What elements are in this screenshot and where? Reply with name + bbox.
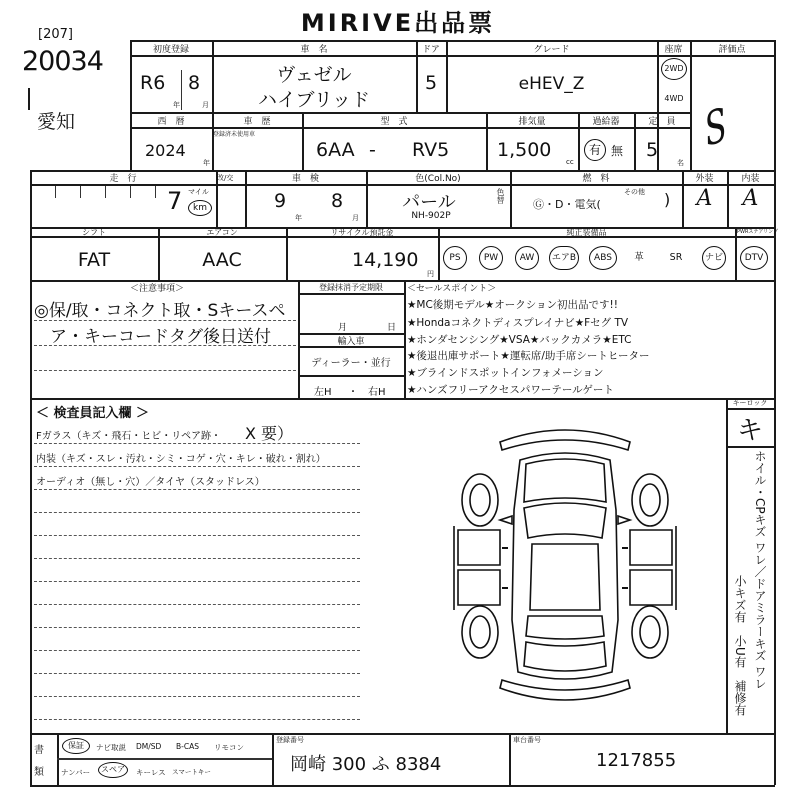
equip-pw-label: PW <box>483 253 499 263</box>
first-reg-month-unit: 月 <box>202 101 209 109</box>
fuel-other: その他 <box>624 188 645 196</box>
inspector-header: ＜ 検査員記入欄 ＞ <box>36 406 150 421</box>
plate-label: 登録番号 <box>276 736 304 744</box>
sales-point: ★後退出庫サポート★運転席/助手席シートヒーター <box>407 350 650 362</box>
grade-value: eHEV_Z <box>518 74 585 94</box>
inspection-month-unit: 月 <box>352 214 359 222</box>
header-recycle: リサイクル預託金 <box>330 228 394 237</box>
inspector-interior-line: 内装（キズ・スレ・汚れ・シミ・コゲ・穴・キレ・破れ・割れ） <box>36 454 326 465</box>
handle-left: 左H <box>314 387 332 398</box>
header-inspection: 車 検 <box>291 174 319 184</box>
capacity-unit: 名 <box>677 159 684 167</box>
inspection-year: 9 <box>274 190 287 212</box>
equip-abs-label: ABS <box>594 253 612 263</box>
header-shift-pos: 座席 <box>664 45 683 55</box>
header-capacity: 定 員 <box>648 117 676 127</box>
color-code: NH-902P <box>411 211 451 221</box>
fuel-options: Ⓖ・D・電気( <box>533 198 601 211</box>
equip-navi-label: ナビ <box>704 253 723 263</box>
equip-airbag-label: エアB <box>551 253 577 263</box>
equip-sr: SR <box>669 252 683 263</box>
mile-unit: マイル <box>188 188 209 196</box>
key-lock-header: キーロック <box>732 399 768 407</box>
doc-item-spare-label: スペア <box>101 765 125 774</box>
equip-aw <box>515 246 539 270</box>
header-mileage: 走 行 <box>109 174 137 184</box>
docs-label-2: 類 <box>34 767 44 778</box>
chassis-value: 1217855 <box>596 750 677 771</box>
header-displacement: 排気量 <box>518 117 546 127</box>
doc-item-smartkey: スマートキー <box>172 768 211 776</box>
km-unit: km <box>193 203 207 213</box>
side-note-2: 小キズ有 小U有 補修有 <box>733 575 747 716</box>
docs-label-1: 書 <box>34 745 44 756</box>
page-title: MIRIVE出品票 <box>300 9 496 37</box>
cc-unit: cc <box>566 158 574 166</box>
header-shift: シフト <box>82 228 106 237</box>
aircon-value: AAC <box>202 249 242 271</box>
year-value: 2024 <box>145 141 186 160</box>
header-grade: グレード <box>533 45 570 55</box>
caution-line1: ◎保/取・コネクト取・Sキースペ <box>34 301 286 321</box>
doc-item-bcas: B-CAS <box>176 742 199 751</box>
reg-month: 月 <box>338 323 348 333</box>
sales-point: ★ブラインドスポットインフォメーション <box>407 367 604 379</box>
doc-item-number: ナンバー <box>61 768 91 777</box>
model-prefix: 6AA <box>316 139 355 161</box>
inspection-year-unit: 年 <box>295 214 302 222</box>
equip-pw <box>479 246 503 270</box>
model-name-line2: ハイブリッド <box>258 89 370 111</box>
import-label: 輸入車 <box>337 337 365 347</box>
color-change-label: 色替 <box>496 188 505 204</box>
inspector-glass-mark: X 要） <box>245 424 294 443</box>
chassis-label: 車台番号 <box>513 736 541 744</box>
inspector-glass-line: Fガラス（キズ・飛石・ヒビ・リペア跡・ <box>36 431 222 442</box>
header-doors: ドア <box>422 45 440 55</box>
header-color: 色(Col.No) <box>415 174 461 184</box>
car-diagram <box>440 420 690 710</box>
reg-day: 日 <box>387 323 397 333</box>
header-score: 評価点 <box>718 45 746 55</box>
inspection-month: 8 <box>331 190 344 212</box>
shift-value: FAT <box>77 249 111 271</box>
header-fuel: 燃 料 <box>582 174 610 184</box>
doc-item-dm-sd: DM/SD <box>136 742 162 751</box>
header-year: 西 暦 <box>157 117 185 127</box>
yen-unit: 円 <box>427 270 434 278</box>
doc-item-remote: リモコン <box>214 743 244 752</box>
drive-4wd: 4WD <box>664 94 684 103</box>
header-exterior: 外装 <box>695 174 714 184</box>
sales-point: ★Hondaコネクトディスプレイナビ★Fセグ TV <box>407 317 629 329</box>
header-pwr: PWRステアリング <box>737 229 779 235</box>
equip-leather: 革 <box>634 252 644 263</box>
score-value: S <box>701 97 731 157</box>
equip-dtv <box>740 246 768 270</box>
turbo-yes-label: 有 <box>588 143 601 157</box>
equip-abs <box>589 246 617 270</box>
plate-value: 岡崎 300 ふ 8384 <box>290 754 442 775</box>
interior-value: A <box>742 186 759 211</box>
header-model-name: 車 名 <box>300 45 328 55</box>
equip-navi <box>702 246 726 270</box>
header-first-reg: 初度登録 <box>152 45 189 55</box>
first-reg-era: R6 <box>140 72 166 94</box>
equip-aw-label: AW <box>519 253 535 263</box>
model-code-value: RV5 <box>412 139 450 161</box>
lot-bracket: [207] <box>38 27 73 42</box>
key-lock-mark: キ <box>736 416 763 446</box>
doc-item-spare <box>98 762 128 778</box>
mileage-value: 7 <box>167 187 183 215</box>
first-reg-month: 8 <box>188 72 201 94</box>
caution-header: ＜注意事項＞ <box>130 284 185 294</box>
equip-dtv-label: DTV <box>744 253 764 263</box>
history-sub: 登録済未使用車 <box>213 131 256 138</box>
color-value: パール <box>402 192 456 213</box>
drive-2wd: 2WD <box>664 64 684 73</box>
inspector-audio-line: オーディオ（無し・穴）／タイヤ（スタッドレス） <box>36 477 265 488</box>
first-reg-year-unit: 年 <box>173 101 180 109</box>
doc-item-navi-manual: ナビ取説 <box>96 743 126 752</box>
doc-item-keyless: キーレス <box>136 768 166 777</box>
lot-region: 愛知 <box>37 111 76 133</box>
header-interior: 内装 <box>741 174 760 184</box>
displacement-value: 1,500 <box>497 139 552 161</box>
header-meter-change: 改/交 <box>217 174 234 182</box>
doc-item-warranty <box>62 738 90 754</box>
handle-right: 右H <box>368 387 386 398</box>
model-name-line1: ヴェゼル <box>276 64 352 86</box>
sales-header: ＜セールスポイント＞ <box>407 284 497 294</box>
turbo-no: 無 <box>611 144 624 158</box>
exterior-value: A <box>696 186 713 211</box>
header-model-code: 型 式 <box>380 117 408 127</box>
capacity-value: 5 <box>646 139 659 161</box>
recycle-value: 14,190 <box>352 249 419 271</box>
doc-item-warranty-label: 保証 <box>68 741 84 750</box>
km-unit-marker <box>188 200 212 216</box>
year-unit: 年 <box>203 159 210 167</box>
dealer-label: ディーラー・並行 <box>311 358 391 369</box>
header-aircon: エアコン <box>206 228 238 237</box>
sales-point: ★ホンダセンシング★VSA★バックカメラ★ETC <box>407 334 632 346</box>
turbo-yes <box>584 139 606 161</box>
reg-header: 登録抹消予定期限 <box>319 283 383 292</box>
header-turbo: 過給器 <box>592 117 620 127</box>
side-note-1: ホイル・CPキズ ワレ／ドアミラーキズ ワレ <box>753 450 767 690</box>
equip-ps-label: PS <box>449 253 461 263</box>
header-history: 車 歴 <box>243 117 271 127</box>
equip-ps <box>443 246 467 270</box>
caution-line2: ア・キーコードタグ後日送付 <box>50 327 271 347</box>
lot-number: 20034 <box>22 46 103 77</box>
lot-divider <box>28 88 30 110</box>
sales-point: ★MC後期モデル★オークション初出品です!! <box>407 299 618 311</box>
header-equipment: 純正装備品 <box>566 228 607 237</box>
fuel-close: ) <box>664 190 671 209</box>
doors-value: 5 <box>424 72 438 94</box>
model-dash: - <box>369 139 376 161</box>
equip-airbag <box>549 246 579 270</box>
sales-point: ★ハンズフリーアクセスパワーテールゲート <box>407 384 614 396</box>
handle-sep: ・ <box>348 387 358 398</box>
